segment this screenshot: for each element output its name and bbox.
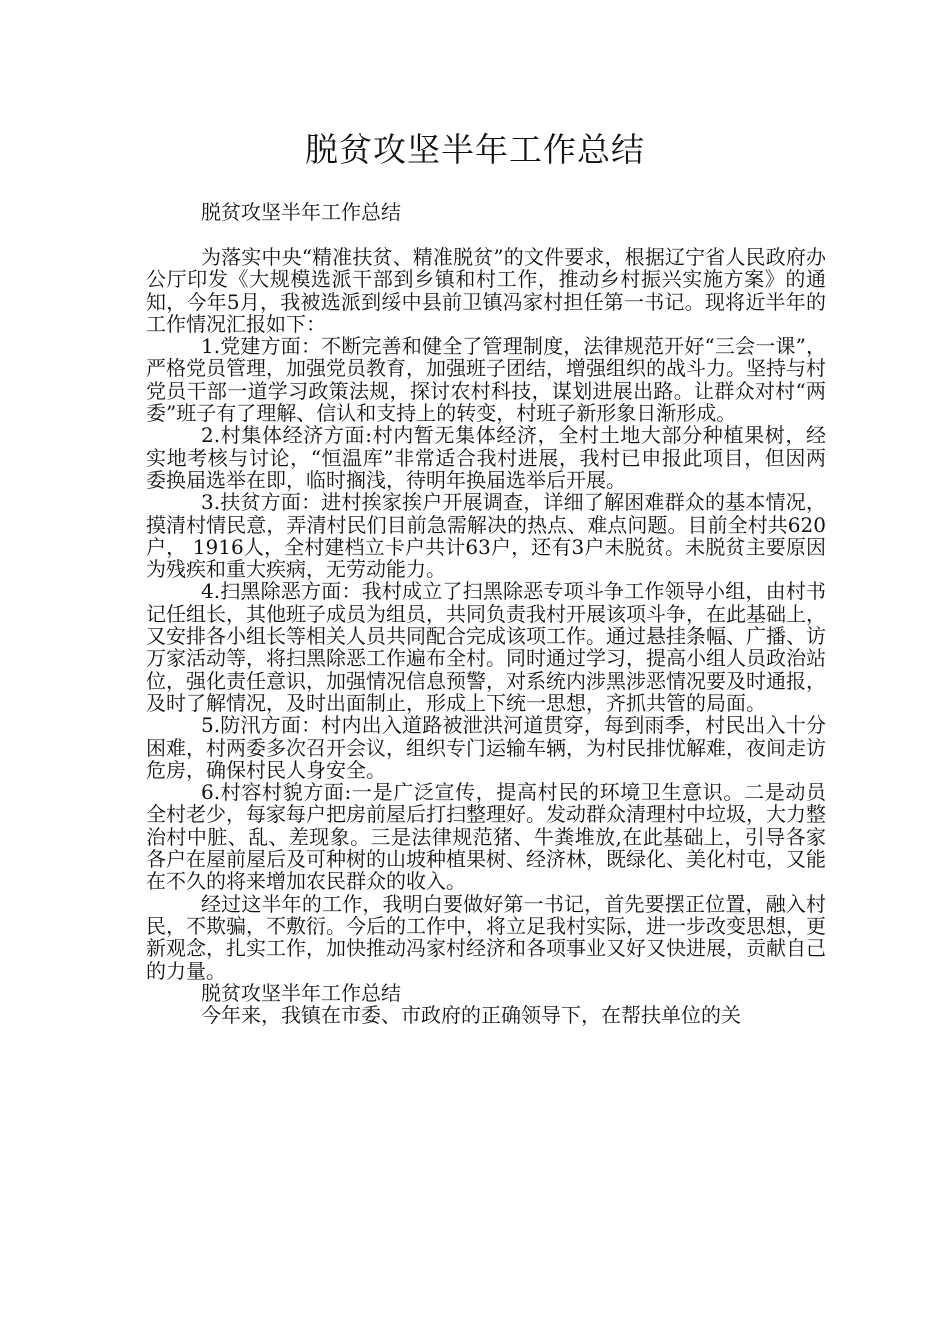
document-title: 脱贫攻坚半年工作总结 xyxy=(305,130,645,169)
document-body xyxy=(146,246,826,1026)
poverty-alleviation-paragraph: 3.扶贫方面：进村挨家挨户开展调查，详细了解困难群众的基本情况，摸清村情民意，弄清村民们目前急需解决的热点、难点问题。目前全村共620户， 1916人，全村建档立卡户共计63户，还有3户未脱贫。未脱贫主要原因为残疾和重大疾病，无劳动能力。 xyxy=(146,490,826,582)
flood-control-paragraph: 5.防汛方面：村内出入道路被泄洪河道贯穿，每到雨季，村民出入十分困难，村两委多次召开会议，组织专门运输车辆，为村民排忧解难，夜间走访危房，确保村民人身安全。 xyxy=(146,713,826,782)
second-heading-paragraph: 脱贫攻坚半年工作总结 xyxy=(201,980,401,1005)
anti-crime-paragraph: 4.扫黑除恶方面：我村成立了扫黑除恶专项斗争工作领导小组，由村书记任组长，其他班子成员为组员，共同负责我村开展该项斗争，在此基础上，又安排各小组长等相关人员共同配合完成该项工作。通过悬挂条幅、广播、访万家活动等，将扫黑除恶工作遍布全村。同时通过学习，提高小组人员政治站位，强化责任意识，加强情况信息预警，对系统内涉黑涉恶情况要及时通报，及时了解情况，及时出面制止，形成上下统一思想，齐抓共管的局面。 xyxy=(146,579,826,715)
collective-economy-paragraph: 2.村集体经济方面:村内暂无集体经济，全村土地大部分种植果树，经实地考核与讨论，“恒温库”非常适合我村进展，我村已申报此项目，但因两委换届选举在即，临时搁浅，待明年换届选举后开展。 xyxy=(146,423,826,492)
intro-paragraph: 为落实中央“精准扶贫、精准脱贫”的文件要求，根据辽宁省人民政府办公厅印发《大规模选派干部到乡镇和村工作，推动乡村振兴实施方案》的通知，今年5月，我被选派到绥中县前卫镇冯家村担任第一书记。现将近半年的工作情况汇报如下： xyxy=(146,245,826,336)
village-appearance-paragraph: 6.村容村貌方面:一是广泛宣传，提高村民的环境卫生意识。二是动员全村老少，每家每户把房前屋后打扫整理好。发动群众清理村中垃圾，大力整治村中脏、乱、差现象。三是法律规范猪、牛粪堆放,在此基础上，引导各家各户在屋前屋后及可种树的山坡种植果树、经济林，既绿化、美化村屯，又能在不久的将来增加农民群众的收入。 xyxy=(146,780,826,894)
document-subtitle: 脱贫攻坚半年工作总结 xyxy=(201,200,401,224)
party-building-paragraph: 1.党建方面：不断完善和健全了管理制度，法律规范开好“三会一课”，严格党员管理，加强党员教育，加强班子团结，增强组织的战斗力。坚持与村党员干部一道学习政策法规，探讨农村科技，谋划进展出路。让群众对村“两委”班子有了理解、信认和支持上的转变，村班子新形象日渐形成。 xyxy=(146,334,826,426)
conclusion-paragraph: 经过这半年的工作，我明白要做好第一书记，首先要摆正位置，融入村民，不欺骗，不敷衍。今后的工作中，将立足我村实际，进一步改变思想，更新观念，扎实工作，加快推动冯家村经济和各项事业又好又快进展，贡献自己的力量。 xyxy=(146,891,826,983)
second-intro-paragraph: 今年来，我镇在市委、市政府的正确领导下，在帮扶单位的关 xyxy=(201,1003,741,1028)
